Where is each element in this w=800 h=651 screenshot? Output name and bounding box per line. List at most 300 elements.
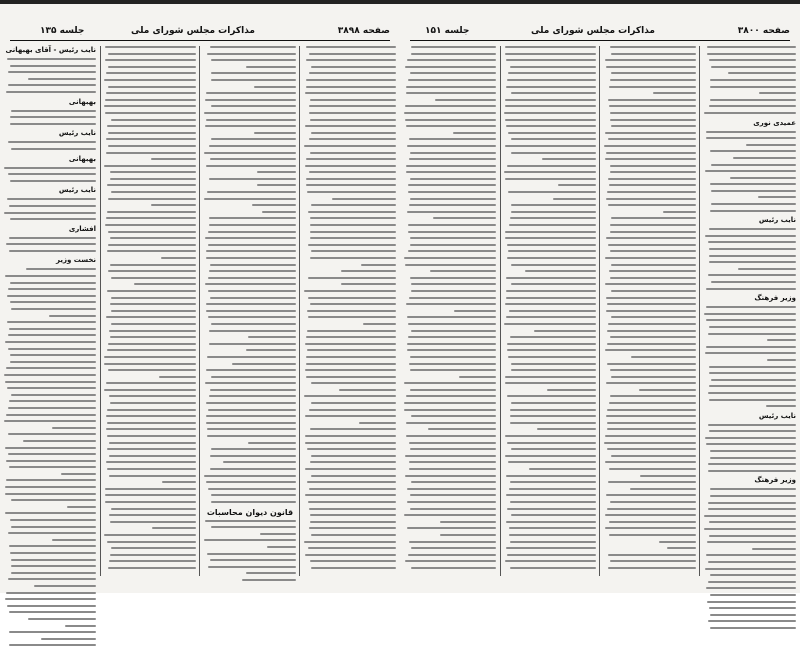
- text-line: [223, 461, 296, 463]
- text-line: [108, 53, 196, 55]
- text-line: [311, 475, 396, 477]
- text-line: [710, 99, 796, 101]
- text-line: [710, 574, 796, 576]
- text-line: [111, 323, 196, 325]
- text-line: [208, 231, 296, 233]
- text-line: [410, 508, 496, 510]
- text-line: [509, 224, 596, 226]
- text-line: [610, 395, 696, 397]
- speaker-heading: عمیدی نوری: [753, 118, 796, 127]
- text-line: [26, 268, 96, 270]
- text-line: [109, 475, 196, 477]
- text-line: [710, 450, 796, 452]
- text-line: [409, 541, 496, 543]
- text-line: [8, 532, 96, 534]
- text-line: [410, 178, 496, 180]
- text-line: [440, 534, 496, 536]
- text-line: [49, 315, 96, 317]
- text-line: [509, 310, 596, 312]
- text-line: [162, 481, 196, 483]
- text-line: [206, 257, 296, 259]
- text-line: [605, 349, 696, 351]
- text-line: [605, 257, 696, 259]
- text-line: [406, 86, 496, 88]
- text-line: [308, 316, 396, 318]
- text-line: [311, 455, 396, 457]
- text-line: [305, 435, 396, 437]
- text-line: [504, 112, 596, 114]
- text-line: [404, 409, 496, 411]
- text-line: [411, 330, 496, 332]
- text-line: [306, 336, 396, 338]
- page-number: صفحه ۳۸۹۸: [337, 26, 390, 36]
- text-line: [210, 46, 296, 48]
- text-line: [305, 494, 396, 496]
- text-line: [506, 494, 596, 496]
- text-line: [611, 316, 696, 318]
- speaker-heading: نایب رئیس: [58, 186, 96, 195]
- text-line: [410, 356, 496, 358]
- text-line: [407, 145, 496, 147]
- text-line: [304, 145, 396, 147]
- text-line: [505, 560, 596, 562]
- text-line: [5, 493, 96, 495]
- text-line: [6, 414, 96, 416]
- text-line: [208, 488, 296, 490]
- text-line: [208, 566, 296, 568]
- text-line: [209, 343, 296, 345]
- text-line: [34, 585, 96, 587]
- text-line: [211, 501, 296, 503]
- text-line: [304, 395, 396, 397]
- text-line: [611, 264, 696, 266]
- text-line: [408, 323, 496, 325]
- text-line: [711, 379, 796, 381]
- text-line: [61, 473, 96, 475]
- text-line: [104, 534, 196, 536]
- text-line: [766, 405, 796, 407]
- text-line: [106, 428, 196, 430]
- text-line: [210, 455, 296, 457]
- text-line: [710, 183, 796, 185]
- speaker-heading: نایب رئیس - آقای بهبهانی: [5, 46, 96, 54]
- text-line: [307, 191, 396, 193]
- text-line: [609, 86, 696, 88]
- text-line: [210, 264, 296, 266]
- text-line: [404, 514, 496, 516]
- text-line: [104, 363, 196, 365]
- text-line: [709, 607, 796, 609]
- text-line: [506, 59, 596, 61]
- speaker-heading: افشاری: [68, 224, 96, 233]
- text-line: [310, 224, 396, 226]
- text-line: [108, 132, 196, 134]
- text-line: [505, 231, 596, 233]
- text-line: [10, 552, 96, 554]
- text-line: [707, 46, 796, 48]
- text-line: [208, 277, 296, 279]
- text-line: [407, 59, 496, 61]
- text-line: [510, 422, 596, 424]
- text-line: [305, 343, 396, 345]
- text-line: [107, 422, 196, 424]
- text-line: [248, 336, 296, 338]
- text-line: [111, 547, 196, 549]
- text-line: [311, 534, 396, 536]
- text-line: [411, 481, 496, 483]
- text-line: [309, 409, 396, 411]
- text-line: [705, 568, 796, 570]
- text-line: [610, 79, 696, 81]
- text-line: [107, 349, 196, 351]
- text-line: [506, 277, 596, 279]
- text-line: [309, 508, 396, 510]
- text-line: [653, 92, 696, 94]
- text-line: [508, 132, 596, 134]
- text-line: [151, 158, 196, 160]
- text-line: [105, 224, 196, 226]
- text-line: [606, 382, 696, 384]
- text-line: [607, 191, 696, 193]
- text-line: [341, 270, 396, 272]
- text-line: [709, 326, 796, 328]
- text-line: [9, 611, 96, 613]
- text-line: [708, 424, 796, 426]
- text-line: [309, 105, 396, 107]
- text-line: [605, 435, 697, 437]
- text-line: [361, 264, 396, 266]
- text-line: [5, 598, 96, 600]
- text-line: [407, 343, 496, 345]
- text-line: [206, 310, 296, 312]
- text-line: [211, 105, 296, 107]
- text-line: [610, 231, 696, 233]
- text-line: [310, 257, 396, 259]
- text-line: [8, 334, 96, 336]
- text-line: [506, 86, 596, 88]
- text-line: [710, 457, 796, 459]
- text-line: [606, 66, 696, 68]
- text-line: [307, 481, 396, 483]
- text-line: [607, 343, 696, 345]
- text-line: [609, 402, 696, 404]
- text-line: [708, 463, 796, 465]
- text-line: [339, 389, 396, 391]
- text-line: [209, 217, 296, 219]
- text-line: [507, 257, 596, 259]
- text-line: [659, 541, 696, 543]
- text-line: [510, 541, 596, 543]
- text-line: [610, 277, 696, 279]
- text-line: [104, 389, 196, 391]
- text-line: [708, 561, 796, 563]
- text-line: [134, 283, 196, 285]
- text-line: [6, 243, 96, 245]
- text-line: [507, 349, 596, 351]
- text-line: [709, 105, 796, 107]
- text-line: [209, 395, 296, 397]
- text-line: [11, 499, 96, 501]
- text-line: [108, 343, 196, 345]
- text-line: [611, 217, 696, 219]
- text-line: [707, 541, 796, 543]
- text-line: [106, 382, 196, 384]
- text-line: [211, 59, 296, 61]
- text-line: [111, 297, 196, 299]
- text-line: [611, 455, 696, 457]
- text-line: [409, 468, 496, 470]
- text-line: [206, 402, 296, 404]
- text-line: [246, 572, 296, 574]
- text-line: [5, 447, 96, 449]
- text-line: [709, 255, 796, 257]
- text-line: [307, 448, 396, 450]
- text-line: [9, 205, 96, 207]
- text-line: [206, 481, 296, 483]
- text-line: [209, 178, 296, 180]
- text-line: [306, 184, 396, 186]
- text-line: [558, 184, 596, 186]
- text-line: [108, 231, 196, 233]
- text-line: [704, 515, 796, 517]
- text-line: [709, 430, 796, 432]
- text-line: [107, 468, 196, 470]
- text-line: [305, 125, 396, 127]
- text-line: [708, 333, 796, 335]
- text-line: [207, 53, 297, 55]
- text-line: [608, 99, 696, 101]
- text-line: [511, 448, 596, 450]
- text-line: [705, 235, 797, 237]
- text-line: [8, 141, 96, 143]
- text-line: [110, 521, 196, 523]
- text-line: [608, 138, 696, 140]
- text-line: [209, 270, 296, 272]
- text-line: [307, 330, 396, 332]
- text-line: [6, 479, 96, 481]
- text-line: [506, 297, 596, 299]
- text-line: [242, 579, 296, 581]
- text-line: [307, 349, 396, 351]
- text-line: [6, 367, 96, 369]
- text-line: [708, 508, 796, 510]
- text-line: [211, 138, 296, 140]
- text-line: [510, 415, 596, 417]
- text-line: [505, 145, 596, 147]
- text-line: [511, 138, 596, 140]
- text-line: [107, 448, 196, 450]
- text-line: [8, 453, 96, 455]
- text-column: [304, 46, 396, 574]
- text-line: [159, 376, 196, 378]
- text-line: [507, 343, 596, 345]
- text-line: [411, 415, 497, 417]
- text-line: [309, 527, 396, 529]
- text-line: [8, 288, 96, 290]
- text-line: [107, 250, 196, 252]
- text-line: [9, 250, 96, 252]
- text-line: [252, 204, 296, 206]
- text-line: [606, 237, 696, 239]
- text-line: [709, 372, 796, 374]
- text-line: [610, 369, 696, 371]
- text-line: [11, 308, 96, 310]
- text-line: [631, 356, 696, 358]
- text-line: [708, 502, 796, 504]
- text-line: [248, 442, 296, 444]
- text-line: [108, 567, 196, 569]
- text-line: [706, 346, 796, 348]
- text-line: [207, 356, 296, 358]
- text-line: [4, 167, 96, 169]
- text-line: [607, 330, 696, 332]
- text-line: [8, 578, 96, 580]
- text-line: [7, 58, 96, 60]
- text-line: [608, 323, 696, 325]
- text-line: [510, 501, 596, 503]
- text-line: [707, 601, 796, 603]
- text-line: [309, 72, 396, 74]
- text-line: [405, 475, 496, 477]
- text-line: [204, 475, 296, 477]
- text-line: [710, 495, 796, 497]
- text-line: [706, 587, 796, 589]
- page-header: [410, 26, 790, 41]
- text-line: [208, 244, 296, 246]
- text-line: [306, 59, 396, 61]
- page-number: صفحه ۳۸۰۰: [737, 26, 790, 36]
- text-line: [606, 297, 696, 299]
- text-line: [5, 381, 96, 383]
- text-line: [410, 152, 496, 154]
- text-line: [106, 415, 196, 417]
- text-line: [705, 437, 796, 439]
- text-line: [405, 264, 496, 266]
- text-line: [610, 336, 696, 338]
- text-line: [151, 204, 196, 206]
- text-line: [210, 158, 296, 160]
- text-line: [309, 138, 396, 140]
- text-line: [23, 440, 96, 442]
- text-line: [310, 521, 396, 523]
- text-line: [506, 547, 596, 549]
- text-line: [65, 625, 96, 627]
- text-line: [410, 369, 496, 371]
- text-line: [305, 165, 396, 167]
- text-line: [611, 290, 696, 292]
- text-line: [309, 53, 396, 55]
- text-line: [408, 79, 496, 81]
- text-line: [309, 171, 396, 173]
- text-line: [706, 137, 796, 139]
- text-line: [310, 231, 396, 233]
- text-line: [308, 277, 396, 279]
- text-line: [711, 203, 796, 205]
- text-line: [610, 250, 696, 252]
- text-line: [408, 554, 496, 556]
- text-line: [433, 217, 496, 219]
- text-line: [107, 435, 196, 437]
- text-line: [608, 178, 696, 180]
- text-line: [211, 79, 296, 81]
- text-line: [610, 112, 696, 114]
- text-line: [408, 224, 496, 226]
- text-line: [506, 475, 596, 477]
- text-line: [106, 461, 196, 463]
- text-line: [507, 442, 596, 444]
- text-column: [504, 46, 596, 574]
- text-line: [706, 443, 796, 445]
- text-line: [246, 66, 296, 68]
- text-line: [704, 112, 796, 114]
- text-line: [107, 184, 196, 186]
- speaker-heading: وزیر فرهنگ: [754, 294, 796, 303]
- text-line: [309, 112, 396, 114]
- text-line: [404, 382, 496, 384]
- text-line: [606, 494, 696, 496]
- text-line: [511, 363, 596, 365]
- text-line: [206, 415, 296, 417]
- text-line: [408, 250, 496, 252]
- speaker-heading: وزیر فرهنگ: [754, 476, 796, 485]
- text-line: [505, 99, 596, 101]
- text-line: [609, 105, 696, 107]
- text-line: [553, 198, 596, 200]
- text-line: [308, 244, 396, 246]
- text-line: [411, 46, 496, 48]
- text-line: [310, 237, 396, 239]
- text-column: [204, 46, 296, 586]
- text-line: [206, 119, 296, 121]
- text-line: [709, 261, 796, 263]
- text-line: [710, 150, 796, 152]
- text-line: [710, 627, 796, 629]
- text-line: [606, 415, 696, 417]
- text-line: [52, 427, 96, 429]
- text-line: [511, 211, 596, 213]
- text-line: [639, 389, 696, 391]
- text-line: [504, 171, 596, 173]
- text-line: [606, 152, 696, 154]
- text-line: [706, 131, 796, 133]
- text-line: [106, 138, 196, 140]
- text-line: [411, 567, 496, 569]
- text-line: [610, 46, 696, 48]
- text-line: [107, 125, 196, 127]
- text-line: [608, 244, 696, 246]
- text-line: [505, 105, 596, 107]
- text-line: [207, 435, 296, 437]
- text-line: [709, 385, 796, 387]
- column-rule: [599, 46, 600, 576]
- text-line: [708, 241, 796, 243]
- text-line: [210, 389, 296, 391]
- text-line: [454, 310, 496, 312]
- text-line: [705, 170, 796, 172]
- text-line: [105, 59, 196, 61]
- text-line: [534, 330, 596, 332]
- text-line: [511, 204, 596, 206]
- text-line: [10, 361, 96, 363]
- text-line: [10, 180, 96, 182]
- text-line: [306, 46, 396, 48]
- text-line: [310, 217, 396, 219]
- text-line: [106, 152, 196, 154]
- text-line: [611, 53, 696, 55]
- text-line: [308, 547, 396, 549]
- text-line: [605, 527, 696, 529]
- text-line: [405, 66, 496, 68]
